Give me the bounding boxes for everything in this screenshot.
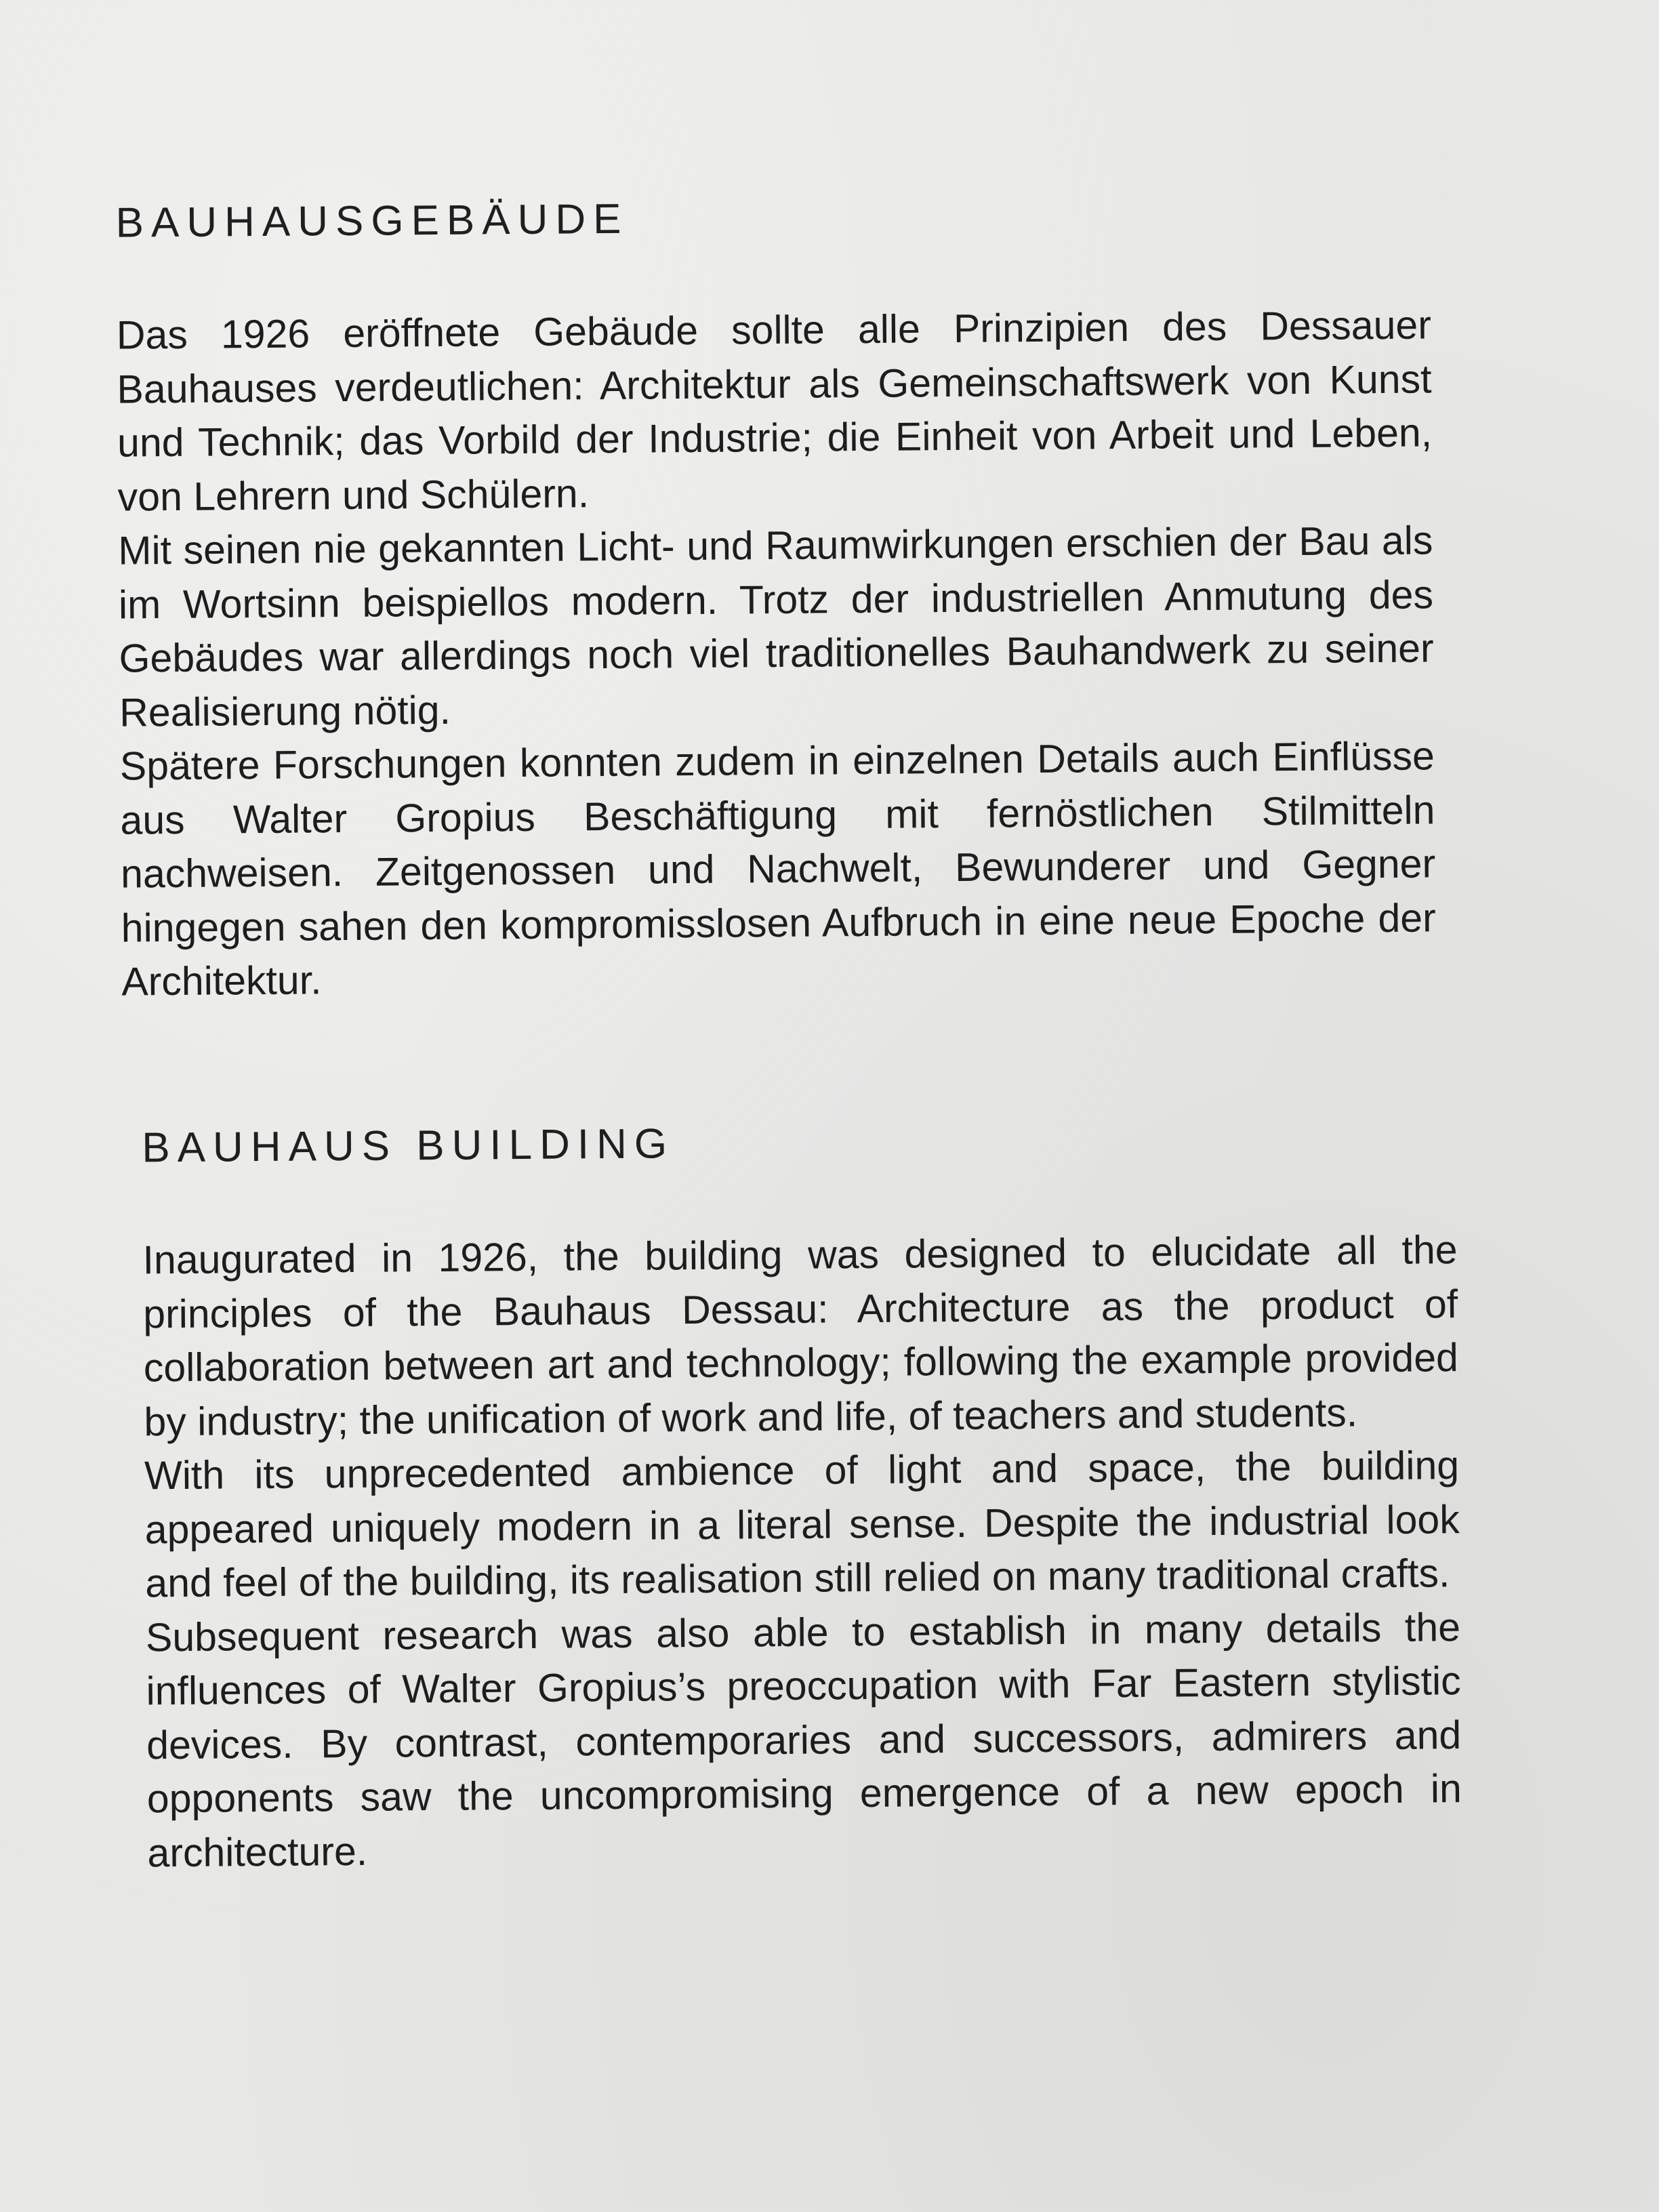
english-paragraph: Subsequent research was also able to establish in many details the influences of Walter Gropius’s preoccupation with Far Eastern stylistic devices. By contrast, contemporaries and successors, admirers and opponents saw the uncompromising emergence of a new epoch in architecture.	[145, 1604, 1462, 1875]
english-heading: BAUHAUS BUILDING	[142, 1120, 675, 1172]
german-heading: BAUHAUSGEBÄUDE	[115, 195, 629, 247]
german-paragraph: Das 1926 eröffnete Gebäude sollte alle Prinzipien des Dessauer Bauhauses verdeutlichen: Architektur als Gemeinschaftswerk von Kunst und Technik; das Vorbild der Industrie; die Einheit von Arbeit und Leben, von Lehrern und Schülern.	[116, 302, 1433, 520]
english-paragraph: Inaugurated in 1926, the building was designed to elucidate all the principles of the Bauhaus Dessau: Architecture as the product of collaboration between art and technology; following the example provided by industry; the unification of work and life, of teachers and students.	[142, 1227, 1459, 1444]
german-body	[117, 298, 1437, 1009]
english-body	[142, 1223, 1462, 1880]
english-section	[142, 1117, 1462, 1880]
german-paragraph: Spätere Forschungen konnten zudem in einzelnen Details auch Einflüsse aus Walter Gropius Beschäftigung mit fernöstlichen Stilmitteln nachweisen. Zeitgenossen und Nachwelt, Bewunderer und Gegner hingegen sahen den kompromisslosen Aufbruch in eine neue Epoche der Architektur.	[119, 733, 1436, 1004]
english-paragraph: With its unprecedented ambience of light and space, the building appeared uniquely modern in a literal sense. Despite the industrial look and feel of the building, its realisation still relied on many traditional crafts.	[144, 1443, 1460, 1606]
german-paragraph: Mit seinen nie gekannten Licht- und Raumwirkungen erschien der Bau als im Wortsinn beispiellos modern. Trotz der industriellen Anmutung des Gebäudes war allerdings noch viel traditionelles Bauhandwerk zu seiner Realisierung nötig.	[118, 518, 1434, 735]
german-section	[115, 192, 1436, 1009]
